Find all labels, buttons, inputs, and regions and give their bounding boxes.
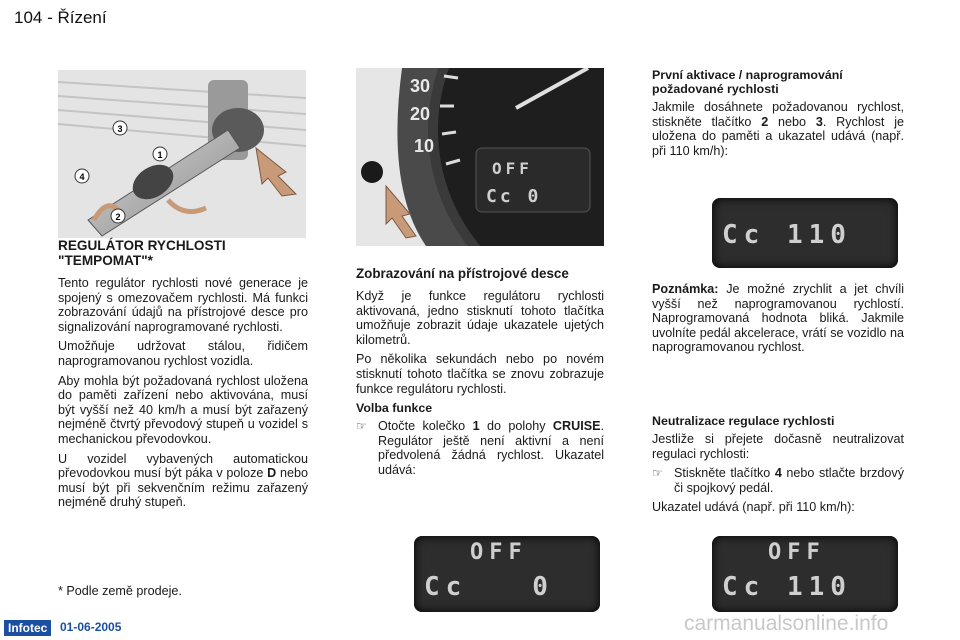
section-heading-first-activation: První aktivace / naprogramování požadované rychlosti — [652, 68, 843, 96]
sub-heading-function-selection: Volba funkce — [356, 401, 433, 416]
bullet-item: ☞ Otočte kolečko 1 do polohy CRUISE. Regulátor ještě není aktivní a není předvolená žádná rychlost. Ukazatel udává: — [356, 419, 604, 477]
paragraph: Jestliže si přejete dočasně neutralizovat regulaci rychlosti: — [652, 432, 904, 461]
edition-date: 01-06-2005 — [60, 620, 122, 634]
stalk-illustration — [58, 70, 306, 238]
lcd-line: OFF — [768, 540, 826, 565]
lcd-line: Cc 110 — [722, 220, 852, 250]
dash-lcd-line2: Cc 0 — [486, 186, 542, 207]
dash-lcd-line1: OFF — [492, 159, 533, 178]
paragraph: Ukazatel udává (např. při 110 km/h): — [652, 500, 855, 515]
footnote: * Podle země prodeje. — [58, 584, 182, 598]
bullet-finger-icon: ☞ — [652, 466, 663, 481]
column-3 — [652, 68, 904, 163]
column-1 — [58, 238, 308, 515]
section-heading-cruise-control: REGULÁTOR RYCHLOSTI "TEMPOMAT"* — [58, 238, 226, 268]
note: Poznámka: Je možné zrychlit a jet chvíli vyšší než naprogramovanou rychlostí. Naprogramovaná hodnota bliká. Jakmile uvolníte pedál akcelerace, vrátí se vozidlo na naprogramovanou rychlost. — [652, 282, 904, 355]
lcd-line: Cc 0 — [424, 572, 554, 602]
column-2 — [356, 266, 604, 483]
lcd-display-off-cc-0 — [414, 536, 600, 612]
section-heading-neutralize: Neutralizace regulace rychlosti — [652, 414, 835, 428]
callout-3: 3 — [117, 124, 123, 134]
paragraph: Tento regulátor rychlosti nové generace je spojený s omezovačem rychlosti. Má funkci zobrazování údajů na přístrojové desce pro signalizování naprogramované rychlosti. — [58, 276, 308, 334]
neutralize-block — [652, 414, 904, 520]
lcd-line: OFF — [470, 540, 528, 565]
bullet-item: ☞ Stiskněte tlačítko 4 nebo stlačte brzdový či spojkový pedál. — [652, 466, 905, 495]
paragraph: Aby mohla být požadovaná rychlost uložena do paměti zařízení nebo aktivována, musí být vyšší než 40 km/h a musí být zařazený nejméně čtvrtý převodový stupeň u vozidel s mechanickou převodovkou. — [58, 373, 308, 446]
paragraph: Když je funkce regulátoru rychlosti aktivovaná, jedno stisknutí tohoto tlačítka umožňuje zobrazit údaje ukazatele ujetých kilometrů. — [356, 289, 604, 347]
bullet-finger-icon: ☞ — [356, 419, 367, 434]
paragraph: U vozidel vybavených automatickou převodovkou musí být páka v poloze D nebo musí být při sekvenčním režimu zařazený nejméně druhý stupeň. — [58, 451, 309, 510]
paragraph: Umožňuje udržovat stálou, řidičem naprogramovanou rychlost vozidla. — [58, 339, 308, 368]
page-title: 104 - Řízení — [14, 8, 107, 27]
dashboard-illustration — [356, 68, 604, 246]
lcd-display-cc-110 — [712, 198, 898, 268]
callout-4: 4 — [79, 172, 85, 182]
note-block — [652, 282, 904, 360]
callout-1: 1 — [157, 150, 163, 160]
lcd-display-off-cc-110 — [712, 536, 898, 612]
publisher-badge: Infotec — [4, 620, 51, 636]
watermark: carmanualsonline.info — [684, 612, 889, 635]
paragraph: Jakmile dosáhnete požadovanou rychlost, stiskněte tlačítko 2 nebo 3. Rychlost je uložena do paměti a ukazatel udává (např. při 110 km/h): — [652, 100, 905, 158]
scale-30: 30 — [410, 76, 431, 96]
section-heading-display: Zobrazování na přístrojové desce — [356, 266, 569, 281]
scale-20: 20 — [410, 104, 431, 124]
paragraph: Po několika sekundách nebo po novém stisknutí tohoto tlačítka se znovu zobrazuje funkce regulátoru rychlosti. — [356, 352, 604, 396]
callout-2: 2 — [115, 212, 121, 222]
scale-10: 10 — [414, 136, 435, 156]
lcd-line: Cc 110 — [722, 572, 852, 602]
